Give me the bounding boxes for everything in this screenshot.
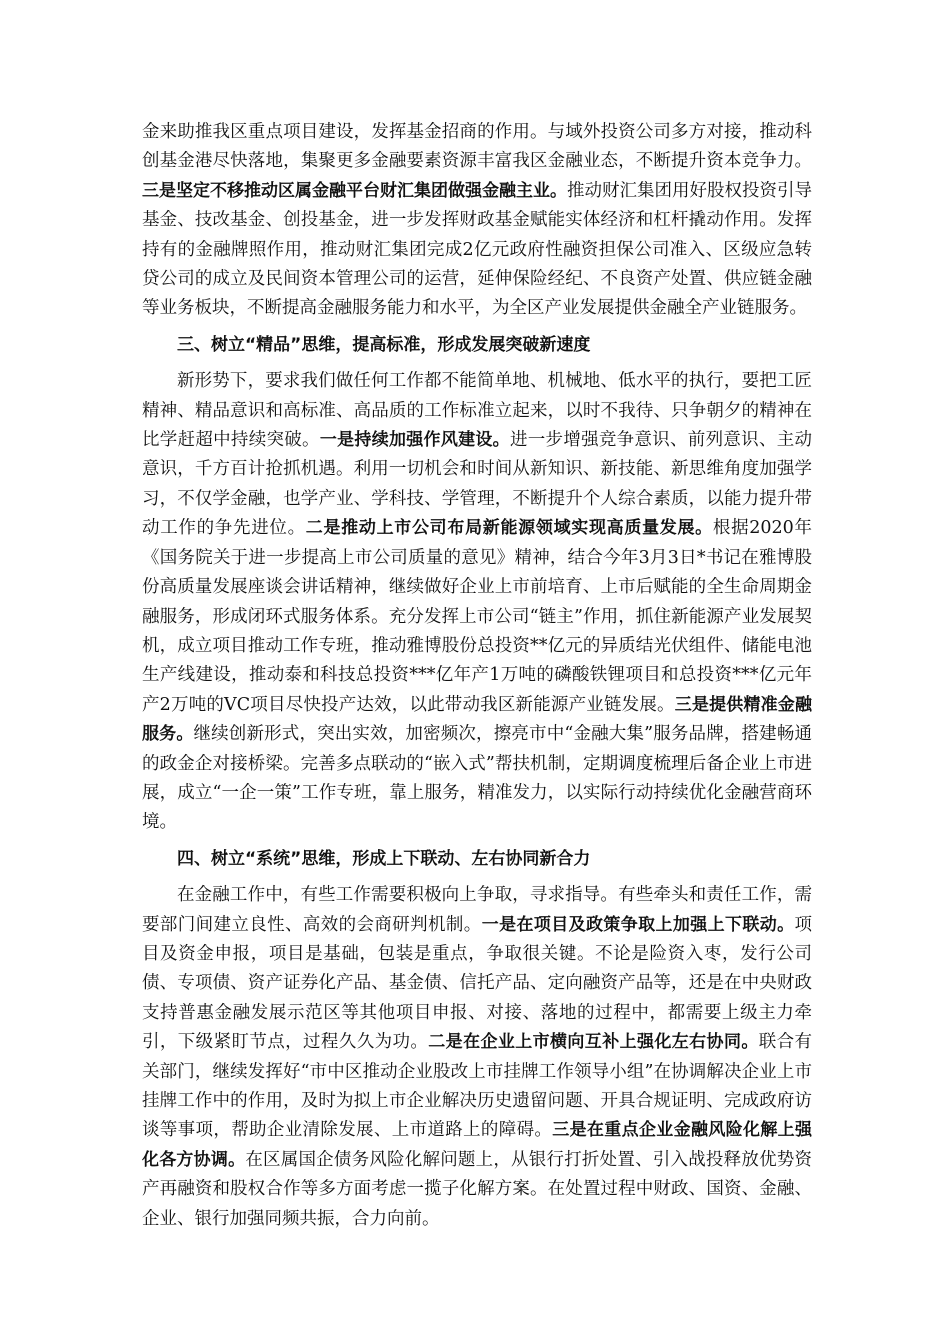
key-point-bold: 二是在企业上市横向互补上强化左右协同。 xyxy=(428,1032,759,1053)
paragraph-text: 根据2020年《国务院关于进一步提高上市公司质量的意见》精神，结合今年3月3日*书记在雅博股份高质量发展座谈会讲话精神，继续做好企业上市前培育、上市后赋能的全生命周期金融服务，形成闭环式服务体系。充分发挥上市公司“链主”作用，抓住新能源产业发展契机，成立项目推动工作专班，推动雅博股份总投资**亿元的异质结光伏组件、储能电池生产线建设，推动泰和科技总投资***亿年产1万吨的磷酸铁锂项目和总投资***亿元年产2万吨的VC项目尽快投产达效，以此带动我区新能源产业链发展。 xyxy=(142,518,813,715)
section-heading-3 xyxy=(142,324,812,367)
paragraph-financial-platform xyxy=(142,118,812,324)
document-page xyxy=(142,118,812,1234)
paragraph-text: 项目及资金申报，项目是基础，包装是重点，争取很关键。不论是险资入枣，发行公司债、专项债、资产证券化产品、基金债、信托产品、定向融资产品等，还是在中央财政支持普惠金融发展示范区等其他项目申报、对接、落地的过程中，都需要上级主力牵引，下级紧盯节点，过程久久为功。 xyxy=(142,914,813,1053)
paragraph-text: 在区属国企债务风险化解问题上，从银行打折处置、引入战投释放优势资产再融资和股权合作等多方面考虑一揽子化解方案。在处置过程中财政、国资、金融、企业、银行加强同频共振，合力向前。 xyxy=(142,1149,813,1229)
paragraph-quality-thinking xyxy=(142,367,812,838)
key-point-bold: 一是持续加强作风建设。 xyxy=(319,430,510,451)
paragraph-text: 进一步增强竞争意识、前列意识、主动意识，千方百计抢抓机遇。利用一切机会和时间从新知识、新技能、新思维角度加强学习，不仅学金融，也学产业、学科技、学管理，不断提升个人综合素质，以能力提升带动工作的争先进位。 xyxy=(142,430,813,539)
paragraph-text: 继续创新形式，突出实效，加密频次，擦亮市中“金融大集”服务品牌，搭建畅通的政金企对接桥梁。完善多点联动的“嵌入式”帮扶机制，定期调度梳理后备企业上市进展，成立“一企一策”工作专班，靠上服务，精准发力，以实际行动持续优化金融营商环境。 xyxy=(142,724,813,833)
paragraph-text: 在金融工作中，有些工作需要积极向上争取，寻求指导。有些牵头和责任工作，需要部门间建立良性、高效的会商研判机制。 xyxy=(142,885,812,935)
key-point-bold: 一是在项目及政策争取上加强上下联动。 xyxy=(481,914,795,935)
section-heading-text: 四、树立“系统”思维，形成上下联动、左右协同新合力 xyxy=(177,848,591,869)
paragraph-text: 联合有关部门，继续发挥好“市中区推动企业股改上市挂牌工作领导小组”在协调解决企业上市挂牌工作中的作用，及时为拟上市企业解决历史遗留问题、开具合规证明、完成政府访谈等事项，帮助企业清除发展、上市道路上的障碍。 xyxy=(142,1032,813,1141)
key-point-bold: 三是坚定不移推动区属金融平台财汇集团做强金融主业。 xyxy=(142,180,567,201)
paragraph-text: 金来助推我区重点项目建设，发挥基金招商的作用。与域外投资公司多方对接，推动科创基金港尽快落地，集聚更多金融要素资源丰富我区金融业态，不断提升资本竞争力。 xyxy=(142,122,812,172)
section-heading-4 xyxy=(142,838,812,881)
section-heading-text: 三、树立“精品”思维，提高标准，形成发展突破新速度 xyxy=(177,334,591,355)
paragraph-text: 新形势下，要求我们做任何工作都不能简单地、机械地、低水平的执行，要把工匠精神、精品意识和高标准、高品质的工作标准立起来，以时不我待、只争朝夕的精神在比学赶超中持续突破。 xyxy=(142,371,812,451)
key-point-bold: 二是推动上市公司布局新能源领域实现高质量发展。 xyxy=(305,518,713,539)
paragraph-system-thinking xyxy=(142,881,812,1234)
key-point-bold: 三是提供精准金融服务。 xyxy=(142,694,812,745)
paragraph-text: 推动财汇集团用好股权投资引导基金、技改基金、创投基金，进一步发挥财政基金赋能实体经济和杠杆撬动作用。发挥持有的金融牌照作用，推动财汇集团完成2亿元政府性融资担保公司准入、区级应急转贷公司的成立及民间资本管理公司的运营，延伸保险经纪、不良资产处置、供应链金融等业务板块，不断提高金融服务能力和水平，为全区产业发展提供金融全产业链服务。 xyxy=(142,180,812,319)
key-point-bold: 三是在重点企业金融风险化解上强化各方协调。 xyxy=(142,1120,813,1170)
